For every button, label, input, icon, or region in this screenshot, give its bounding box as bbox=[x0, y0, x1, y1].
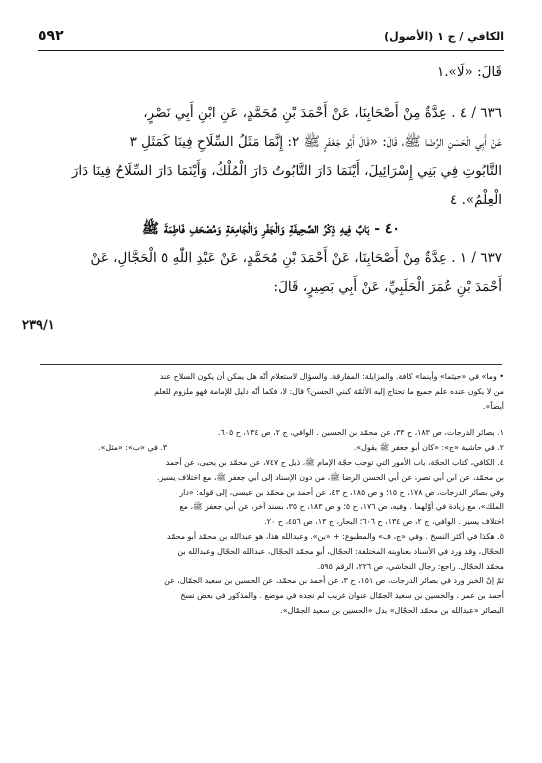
hadith-line: ٦٣٧ / ١ . عِدَّةٌ مِنْ أَصْحَابِنَا، عَنْ أَحْمَدَ بْنِ مُحَمَّدٍ، عَنْ عَبْدِ اللّٰهِ ٥ الْحَجَّالِ، عَنْ bbox=[90, 250, 502, 266]
text-line: قَالَ: «لَا».١ bbox=[437, 64, 502, 80]
footnote-line: البصائر «عبدالله بن محمّد الحجّال» بدل «الحسين بن سعيد الجمّال». bbox=[280, 605, 504, 615]
footnote-line bbox=[38, 441, 504, 456]
footnote-rule bbox=[40, 364, 502, 365]
hadith-line: أَحْمَدَ بْنِ عُمَرَ الْحَلَبِيِّ، عَنْ أَبِي بَصِيرٍ، قَالَ: bbox=[273, 279, 502, 295]
footnote-line: ١. بصائر الدرجات، ص ١٨٣، ح ٣٣، عن محمّد بن الحسين . الوافي، ج ٢، ص ١٣٤، ح ٦٠٥. bbox=[217, 428, 504, 438]
hadith-line: الْعِلْمُ». ٤ bbox=[450, 192, 502, 208]
hadith-line: ٦٣٦ / ٤ . عِدَّةٌ مِنْ أَصْحَابِنَا، عَنْ أَحْمَدَ بْنِ مُحَمَّدٍ، عَنِ ابْنِ أَبِي نَصْرٍ، bbox=[143, 105, 502, 121]
footnote-line: اختلاف يسير . الوافي، ج ٢، ص ١٣٤، ح ٦٠٦؛ البحار، ج ١٣، ص ٤٥٦، ح ٢٠. bbox=[264, 517, 504, 527]
footnote-line: ثمّ إنّ الخبر ورد في بصائر الدرجات، ص ١٥١، ح ٣، عن أحمد بن محمّد، عن الحسين بن سعيد الجمّال، عن bbox=[164, 576, 504, 586]
main-text bbox=[40, 58, 502, 302]
footnote-line: أحمد بن عمر . والحسين بن سعيد الجمّال عنوان غريب لم نجده في موضع . والمذكور في بعض نسخ bbox=[180, 591, 504, 601]
header-rule bbox=[38, 50, 504, 51]
footnote-line: محمّد الحجّال. راجع: رجال النجاشي، ص ٢٢٦، الرقم ٥٩٥. bbox=[317, 561, 504, 571]
footnote-line: من لا يكون عنده علم جميع ما تحتاج إليه الأئمّة كبني الحسن؟ قال: لا، فكما أنّه دليل للإمامة فهو ملزوم للعلم bbox=[154, 386, 504, 396]
margin-reference: ٢٣٩/١ bbox=[22, 318, 55, 333]
hadith-line: عَنْ أَبِي الْحَسَنِ الرِّضَا ﷺ، قَالَ: «قَالَ أَبُو جَعْفَرٍ ﷺ ٢: إِنَّمَا مَثَلُ السِّلَاحِ فِينَا كَمَثَلِ ٣ bbox=[129, 134, 502, 150]
hadith-line: التَّابُوتِ فِي بَنِي إِسْرَائِيلَ، أَيْنَمَا دَارَ التَّابُوتُ دَارَ الْمُلْكُ، وَأَيْنَمَا دَارَ السِّلَاحُ فِينَا دَارَ bbox=[71, 163, 502, 179]
footnote-line: أيضاً». bbox=[483, 401, 504, 411]
footnote-line: ٥. هكذا في أكثر النسخ . وفي «ج، ف» والمطبوع: + «بن». وعبدالله هذا، هو عبدالله بن محمّد أبو محمّد bbox=[167, 531, 504, 541]
footnote-3: ٣. في «ب»: «مثل». bbox=[98, 443, 168, 453]
chapter-heading: ٤٠ - بَابٌ فِيهِ ذِكْرُ الصَّحِيفَةِ وَالْجَفْرِ وَالْجَامِعَةِ وَمُصْحَفِ فَاطِمَةَ ﷺ bbox=[142, 221, 400, 237]
running-head: الكافي / ج ١ (الأصول) bbox=[384, 30, 504, 43]
page-number: ٥٩٢ bbox=[38, 28, 64, 44]
page-header bbox=[38, 30, 504, 48]
footnote-line: ٤. الكافي، كتاب الحجّة، باب الأمور التي توجب حجّة الإمام ﷺ، ذيل ح ٧٤٧، عن محمّد بن يحيى، عن أحمد bbox=[165, 457, 504, 467]
footnote-line: وفي بصائر الدرجات، ص ١٧٨، ح ١٥؛ و ص ١٨٥، ح ٤٣، عن أحمد بن محمّد بن عيسى، إلى قوله: «دار bbox=[179, 487, 504, 497]
footnote-line: الملك»، مع زيادة في أوّلهما . وفيه، ص ١٧٦، ح ٥؛ و ص ١٨٣، ح ٣٥، بسند آخر، عن أبي جعفر ﷺ، مع bbox=[179, 502, 504, 512]
footnote-line: بن محمّد، عن ابن أبي نصر، عن أبي الحسن الرضا ﷺ، من دون الإسناد إلى أبي جعفر ﷺ، مع اختلاف يسير. bbox=[157, 472, 504, 482]
footnote-line: الحجّال، وقد ورد في الأسناد بعناوينه المختلفة: الحجّال، أبو محمّد الحجّال، عبدالله الحجّال وعبدالله بن bbox=[177, 546, 504, 556]
footnote-line: • وما» في «حيثما» وأينما» كافة. والمزايلة: المفارقة. والسؤال لاستعلام أنّه هل يمكن أن يكون السلاح عند bbox=[159, 372, 504, 381]
footnotes bbox=[38, 370, 504, 619]
footnote-2: ٢. في حاشية «ج»: «كان أبو جعفر ﷺ يقول». bbox=[353, 443, 504, 453]
